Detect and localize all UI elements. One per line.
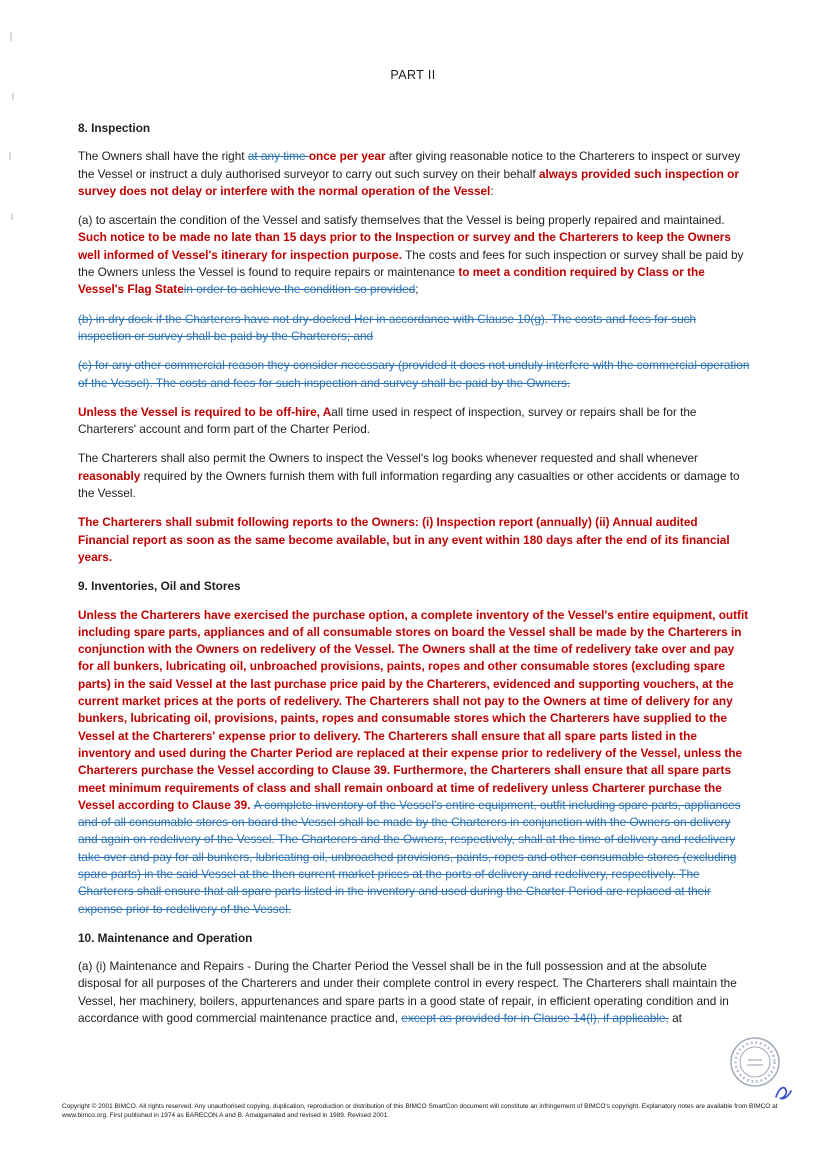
- deleted-text: at any time: [247, 149, 309, 164]
- document-body: [78, 120, 750, 1039]
- paragraph: [78, 958, 750, 1027]
- body-text: (a) to ascertain the condition of the Vessel and satisfy themselves that the Vessel is being properly repaired and maintained.: [78, 213, 725, 228]
- deleted-text: in order to achieve the condition so provided: [183, 282, 416, 297]
- stamp-area: [724, 1033, 796, 1111]
- deleted-text: A complete inventory of the Vessel's entire equipment, outfit including spare parts, appliances and of all consumable stores on board the Vessel shall be made by the Charterers in conjunction with the Owners on delivery and again on redelivery of the Vessel. The Charterers and the Owners, respectively, shall at the time of delivery and redelivery take over and pay for all bunkers, lubricating oil, unbroached provisions, paints, ropes and other consumable stores (excluding spare parts) in the said Vessel at the then current market prices at the ports of delivery and redelivery, respectively. The Charterers shall ensure that all spare parts listed in the inventory and used during the Charter Period are replaced at their expense prior to redelivery of the Vessel.: [78, 797, 741, 916]
- section-heading: 10. Maintenance and Operation: [78, 930, 253, 945]
- page-title: PART II: [390, 68, 436, 82]
- body-text: at: [668, 1011, 682, 1026]
- body-text: The Owners shall have the right: [78, 149, 248, 164]
- inserted-text: Such notice to be made no late than 15 days prior to the Inspection or survey and the Charterers to keep the Owners well informed of Vessel's itinerary for inspection purpose.: [78, 230, 731, 262]
- scan-artifact: [9, 152, 11, 160]
- paragraph: [78, 212, 750, 298]
- body-text: after giving reasonable notice to the Charterers to inspect or survey the Vessel or instruct a duly authorised surveyor to carry out such survey on their behalf: [78, 149, 741, 181]
- deleted-text: except as provided for in Clause 14(l), if applicable,: [401, 1011, 669, 1026]
- section-heading: 9. Inventories, Oil and Stores: [78, 579, 241, 594]
- inserted-text: The Charterers shall submit following reports to the Owners: (i) Inspection report (annually) (ii) Annual audited Financial report as soon as the same become available, but in any event within 180 days after the end of its financial years.: [78, 515, 730, 564]
- paragraph: [78, 514, 750, 566]
- paragraph: [78, 450, 750, 502]
- deleted-text: (b) in dry dock if the Charterers have not dry-docked Her in accordance with Clause 10(g). The costs and fees for such inspection or survey shall be paid by the Charterers; and: [78, 311, 697, 343]
- inserted-text: reasonably: [78, 468, 141, 483]
- scan-artifact: [12, 93, 14, 100]
- paragraph: [78, 148, 750, 200]
- inserted-text: to meet a condition required by Class or the Vessel's Flag State: [78, 265, 705, 297]
- body-text: required by the Owners furnish them with full information regarding any casualties or other accidents or damage to the Vessel.: [78, 468, 740, 501]
- handwritten-initial-icon: [776, 1088, 791, 1099]
- body-text: :: [490, 183, 494, 198]
- body-text: The costs and fees for such inspection or survey shall be paid by the Owners unless the Vessel is found to require repairs or maintenance: [78, 247, 744, 280]
- paragraph: [78, 607, 750, 918]
- inserted-text: once per year: [308, 149, 386, 164]
- paragraph: [78, 404, 750, 439]
- paragraph: [78, 311, 750, 346]
- section-heading: 8. Inspection: [78, 121, 151, 135]
- body-text: ;: [415, 282, 419, 297]
- body-text: The Charterers shall also permit the Owners to inspect the Vessel's log books whenever requested and shall whenever: [78, 451, 698, 466]
- deleted-text: (c) for any other commercial reason they consider necessary (provided it does not unduly interfere with the commercial operation of the Vessel). The costs and fees for such inspection and survey shall be paid by the Owners.: [78, 358, 750, 390]
- scan-artifact: [10, 32, 12, 41]
- inserted-text: always provided such inspection or survey does not delay or interfere with the normal operation of the Vessel: [78, 166, 739, 198]
- body-text: all time used in respect of inspection, survey or repairs shall be for the Charterers' account and form part of the Charter Period.: [78, 404, 697, 437]
- body-text: (a) (i) Maintenance and Repairs - During the Charter Period the Vessel shall be in the full possession and at the absolute disposal for all purposes of the Charterers and under their complete control in every respect. The Charterers shall maintain the Vessel, her machinery, boilers, appurtenances and spare parts in a good state of repair, in efficient operating condition and in accordance with good commercial maintenance practice and,: [78, 959, 737, 1026]
- paragraph: [78, 357, 750, 392]
- scan-artifact: [11, 214, 13, 220]
- circular-stamp-icon: [724, 1033, 796, 1111]
- copyright-footer: Copyright © 2001 BIMCO. All rights reserved. Any unauthorised copying, duplication, reproduction or distribution of this BIMCO SmartCon document will constitute an infringement of BIMCO's copyright. Explanatory notes are available from BIMCO at www.bimco.org. First published in 1974 as BARECON A and B. Amalgamated and revised in 1989. Revised 2001.: [62, 1103, 778, 1119]
- inserted-text: Unless the Charterers have exercised the purchase option, a complete inventory of the Vessel's entire equipment, outfit including spare parts, appliances and of all consumable stores on board the Vessel shall be made by the Charterers in conjunction with the Owners on redelivery of the Vessel. The Owners shall at the time of redelivery take over and pay for all bunkers, lubricating oil, unbroached provisions, paints, ropes and other consumable stores (excluding spare parts) in the said Vessel at the last purchase price paid by the Charterers, evidenced and supporting vouchers, at the current market prices at the ports of redelivery. The Charterers shall not pay to the Owners at time of delivery for any bunkers, lubricating oil, provisions, paints, ropes and consumable stores which the Charterers have supplied to the Vessel at the Charterers' expense prior to delivery. The Charterers shall ensure that all spare parts listed in the inventory and used during the Charter Period are replaced at their expense prior to redelivery of the Vessel, unless the Charterers purchase the Vessel according to Clause 39. Furthermore, the Charterers shall ensure that all spare parts meet minimum requirements of class and shall remain onboard at time of redelivery unless Charterer purchase the Vessel according to Clause 39.: [78, 607, 749, 812]
- inserted-text: Unless the Vessel is required to be off-hire, A: [78, 404, 332, 419]
